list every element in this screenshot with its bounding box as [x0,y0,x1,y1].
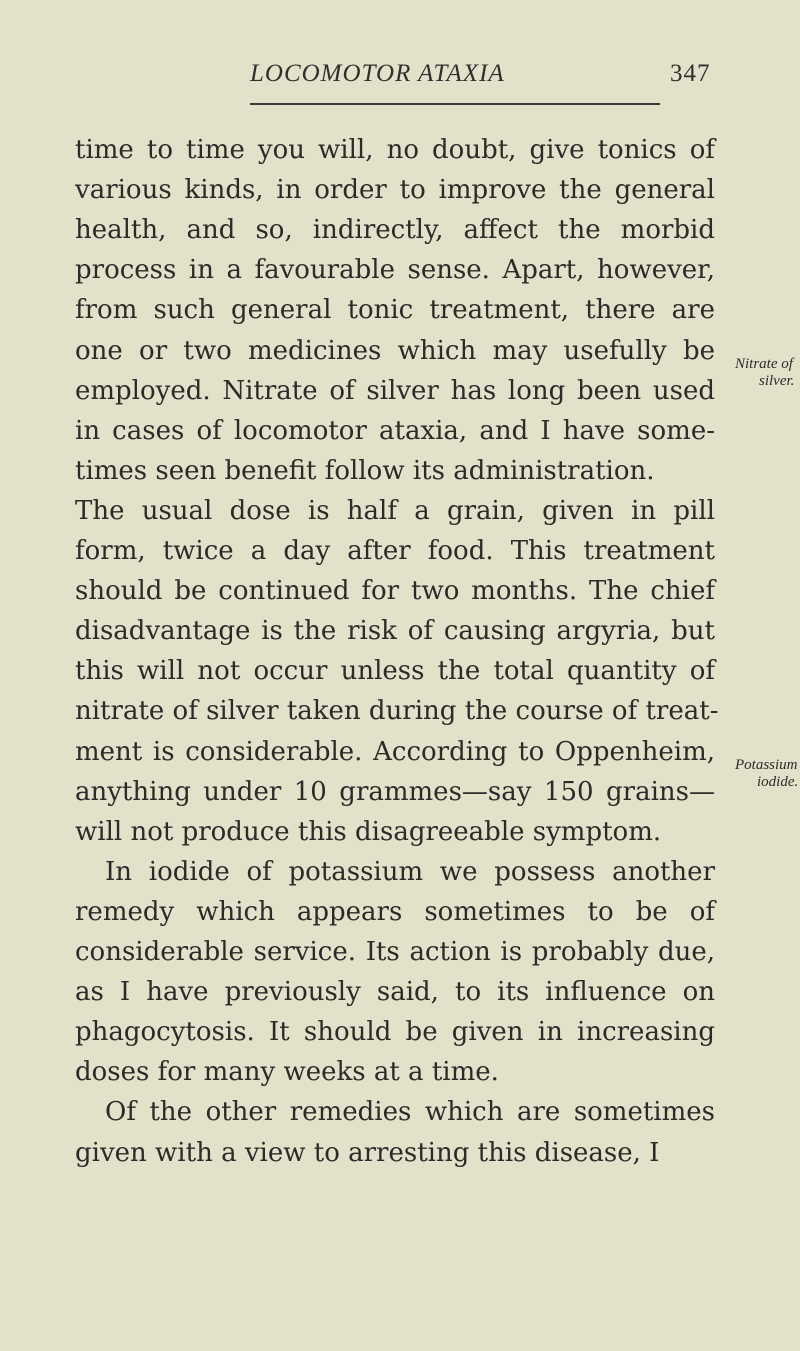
text-line: as I have previously said, to its influence on [75,977,715,1008]
text-line: doses for many weeks at a time. [75,1057,499,1088]
text-line: time to time you will, no doubt, give tonics of [75,135,715,165]
text-line: times seen benefit follow its administration. [75,455,655,486]
margin-note-nitrate-of-silver: Nitrate of silver. [735,356,795,389]
text-line: disadvantage is the risk of causing argyria, but [75,616,715,647]
text-line: one or two medicines which may usefully be [75,335,715,366]
text-line: Of the other remedies which are sometimes [105,1097,715,1128]
text-line: remedy which appears sometimes to be of [75,896,715,927]
text-line: will not produce this disagreeable symptom. [75,816,662,847]
margin-note-potassium-iodide: Potassium iodide. [735,757,799,790]
text-line: in cases of locomotor ataxia, and I have some- [75,415,715,446]
page-number: 347 [670,60,711,87]
text-line: employed. Nitrate of silver has long been used [75,375,715,406]
text-line: considerable service. Its action is probably due, [75,937,715,967]
text-line: form, twice a day after food. This treatment [75,536,715,566]
text-line: from such general tonic treatment, there are [75,295,715,326]
text-line: health, and so, indirectly, affect the morbid [75,215,715,246]
text-line: given with a view to arresting this disease, I [75,1137,660,1168]
running-title: LOCOMOTOR ATAXIA [250,60,505,87]
text-line: process in a favourable sense. Apart, however, [75,255,715,286]
text-line: phagocytosis. It should be given in increasing [75,1017,715,1048]
text-line: various kinds, in order to improve the general [75,175,715,206]
running-header [250,60,711,88]
text-line: ment is considerable. According to Oppenheim, [75,736,715,767]
text-line: nitrate of silver taken during the course of treat- [75,696,719,727]
text-line: In iodide of potassium we possess another [105,856,715,887]
text-line: anything under 10 grammes—say 150 grains— [75,776,715,807]
text-line: should be continued for two months. The chief [75,576,715,607]
text-line: The usual dose is half a grain, given in pill [75,495,715,526]
header-rule [250,103,660,105]
text-line: this will not occur unless the total quantity of [75,656,715,687]
